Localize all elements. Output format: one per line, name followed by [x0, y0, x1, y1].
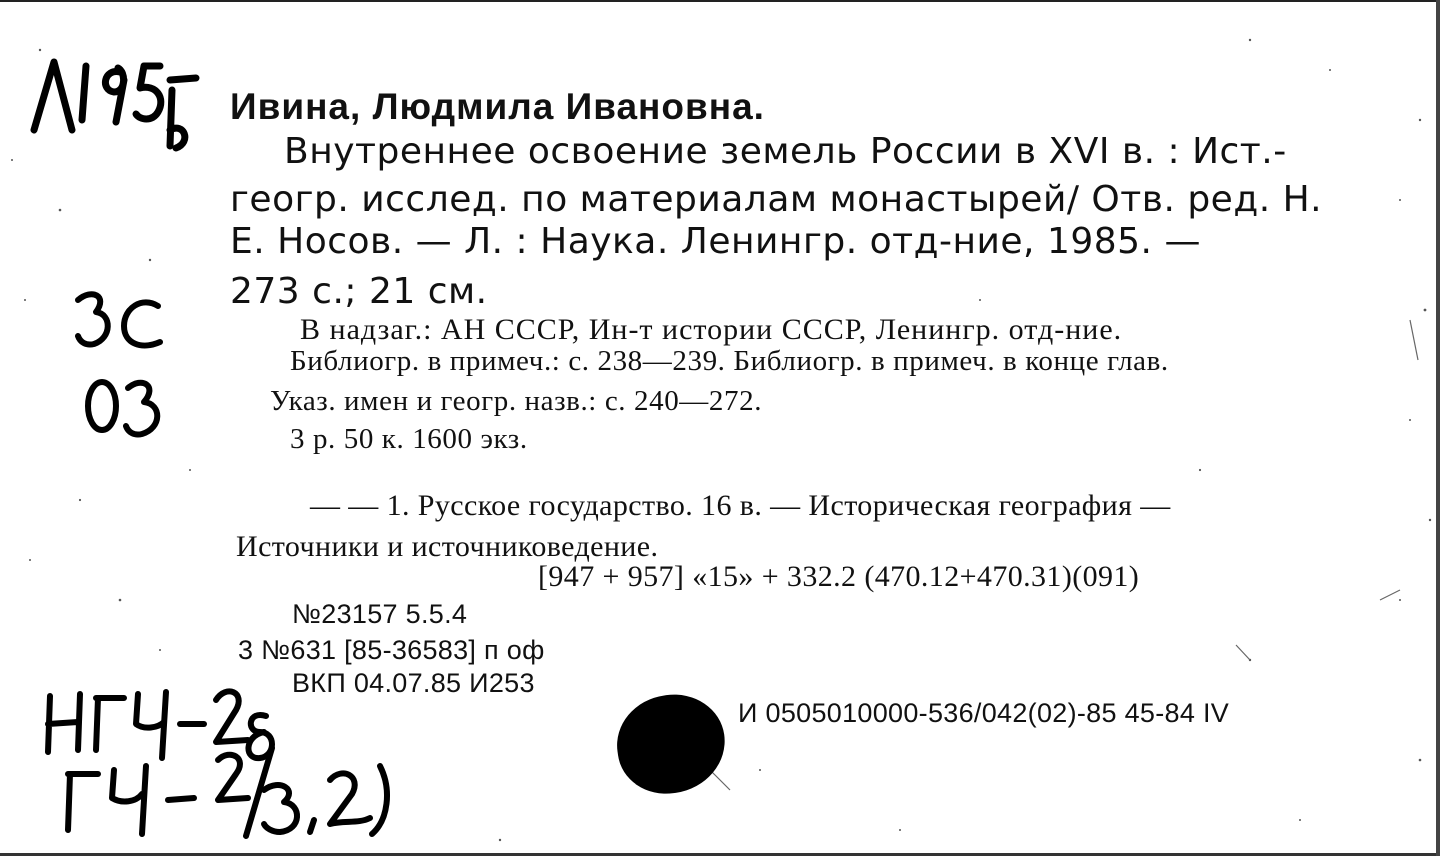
note-line-3: Указ. имен и геогр. назв.: с. 240—272.: [270, 385, 763, 417]
author-heading: Ивина, Людмила Ивановна.: [230, 86, 765, 127]
tech-line-1: №23157 5.5.4: [292, 599, 468, 629]
note-line-1: В надзаг.: АН СССР, Ин-т истории СССР, Ленингр. отд-ние.: [300, 313, 1123, 346]
handwritten-code-3c: [72, 286, 172, 358]
handwritten-shelf-mark: [20, 50, 200, 170]
subject-line-1: — — 1. Русское государство. 16 в. — Историческая география —: [310, 489, 1171, 522]
price-run-line: 3 р. 50 к. 1600 экз.: [290, 423, 528, 455]
tech-line-4: И 0505010000-536/042(02)-85 45-84 IV: [738, 698, 1230, 728]
handwritten-code-03: [82, 374, 172, 440]
title-line-3: Е. Носов. — Л. : Наука. Ленингр. отд-ние, 1985. —: [230, 221, 1201, 262]
subject-line-2: Источники и источниковедение.: [236, 530, 659, 563]
tech-line-2: 3 №631 [85-36583] п оф: [238, 635, 545, 665]
tech-line-3: ВКП 04.07.85 И253: [292, 668, 535, 698]
handwritten-code-gch: [58, 740, 398, 840]
note-line-2: Библиогр. в примеч.: с. 238—239. Библиогр. в примеч. в конце глав.: [290, 345, 1169, 377]
classification-line: [947 + 957] «15» + 332.2 (470.12+470.31)(091): [538, 560, 1140, 593]
title-line-1: Внутреннее освоение земель России в XVI в. : Ист.-: [284, 131, 1287, 172]
title-line-4: 273 с.; 21 см.: [230, 271, 488, 312]
title-line-2: геогр. исслед. по материалам монастырей/ Отв. ред. Н.: [230, 179, 1323, 220]
